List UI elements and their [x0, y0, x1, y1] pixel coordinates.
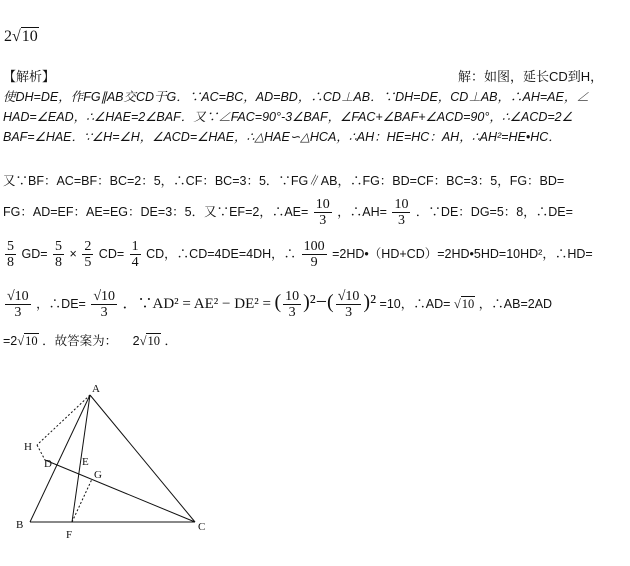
fraction-5-8-b: $\frac{5}{8}$ — [55, 239, 63, 271]
fraction-ae: $\frac{10}{3}$ — [315, 197, 330, 229]
text-line-4: 又∵BF：AC=BF：BC=2：5，∴CF：BC=3：5．∵FG∥AB，∴FG：BD=CF：BC=3：5，FG：BD= — [3, 174, 565, 188]
text-line-8: =2√10 ．故答案为： 2√10 ． — [3, 334, 177, 348]
fraction-ah: $\frac{10}{3}$ — [394, 197, 409, 229]
text-line-7: $\frac{√10}{3}$ ，∴DE= $\frac{√10}{3}$ ．∵AD² = AE² − DE² = ( $\frac{10}{3}$ )²−( $\frac{√10}{3}$ )² =10，∴AD= √10 ，∴AB=2AD — [7, 289, 553, 321]
segment-ac — [90, 395, 195, 522]
label-b: B — [16, 519, 24, 531]
label-e: E — [82, 456, 89, 468]
fraction-5-8: $\frac{5}{8}$ — [7, 239, 14, 271]
fraction-2-5: $\frac{2}{5}$ — [84, 239, 92, 271]
fraction-ae-sq: $\frac{10}{3}$ — [285, 289, 300, 321]
label-c: C — [198, 521, 206, 533]
answer — [4, 28, 39, 46]
text-line-2: HAD=∠EAD，∴∠HAE=2∠BAF．又∵∠FAC=90°-3∠BAF，∠FAC+∠BAF+∠ACD=90°，∴∠ACD=2∠ — [3, 110, 573, 124]
label-g: G — [94, 469, 102, 481]
segment-ah — [37, 395, 90, 445]
fraction-de: $\frac{√10}{3}$ — [93, 289, 116, 321]
ad-sqrt: √10 — [453, 297, 475, 311]
fraction-100-9: $\frac{100}{9}$ — [303, 239, 325, 271]
text-line-6: $\frac{5}{8}$ GD= $\frac{5}{8}$ × $\frac{2}{5}$ CD= $\frac{1}{4}$ CD，∴CD=4DE=4DH，∴ $\frac{100}{9}$ =2HD•（HD+CD）=2HD•5HD=10HD²，∴HD= — [7, 239, 593, 271]
label-h: H — [24, 441, 32, 453]
fraction-hd: $\frac{√10}{3}$ — [7, 289, 29, 321]
triangle-figure — [0, 370, 240, 566]
answer-sqrt: √10 — [12, 28, 38, 45]
analysis-header: 【解析】 — [3, 69, 56, 84]
label-f: F — [66, 529, 73, 541]
text-line-1: 使DH=DE，作FG∥AB交CD于G．∵AC=BC，AD=BD，∴CD⊥AB．∵DH=DE，CD⊥AB，∴AH=AE，∠ — [3, 90, 589, 104]
text-line-5: FG：AD=EF：AE=EG：DE=3：5．又∵EF=2，∴AE= $\frac{10}{3}$ ，∴AH= $\frac{10}{3}$ ．∵DE：DG=5：8，∴DE= — [3, 197, 573, 229]
label-d: D — [44, 458, 52, 470]
fraction-de-sq: $\frac{√10}{3}$ — [337, 289, 360, 321]
answer-coefficient: 2 — [4, 28, 12, 45]
segment-dc — [45, 460, 195, 522]
fraction-1-4: $\frac{1}{4}$ — [131, 239, 139, 271]
label-a: A — [92, 383, 100, 395]
solution-intro: 解：如图，延长CD到H， — [458, 69, 604, 84]
text-line-3: BAF=∠HAE．∵∠H=∠H，∠ACD=∠HAE，∴△HAE∽△HCA，∴AH：HE=HC：AH，∴AH²=HE•HC． — [3, 130, 561, 144]
